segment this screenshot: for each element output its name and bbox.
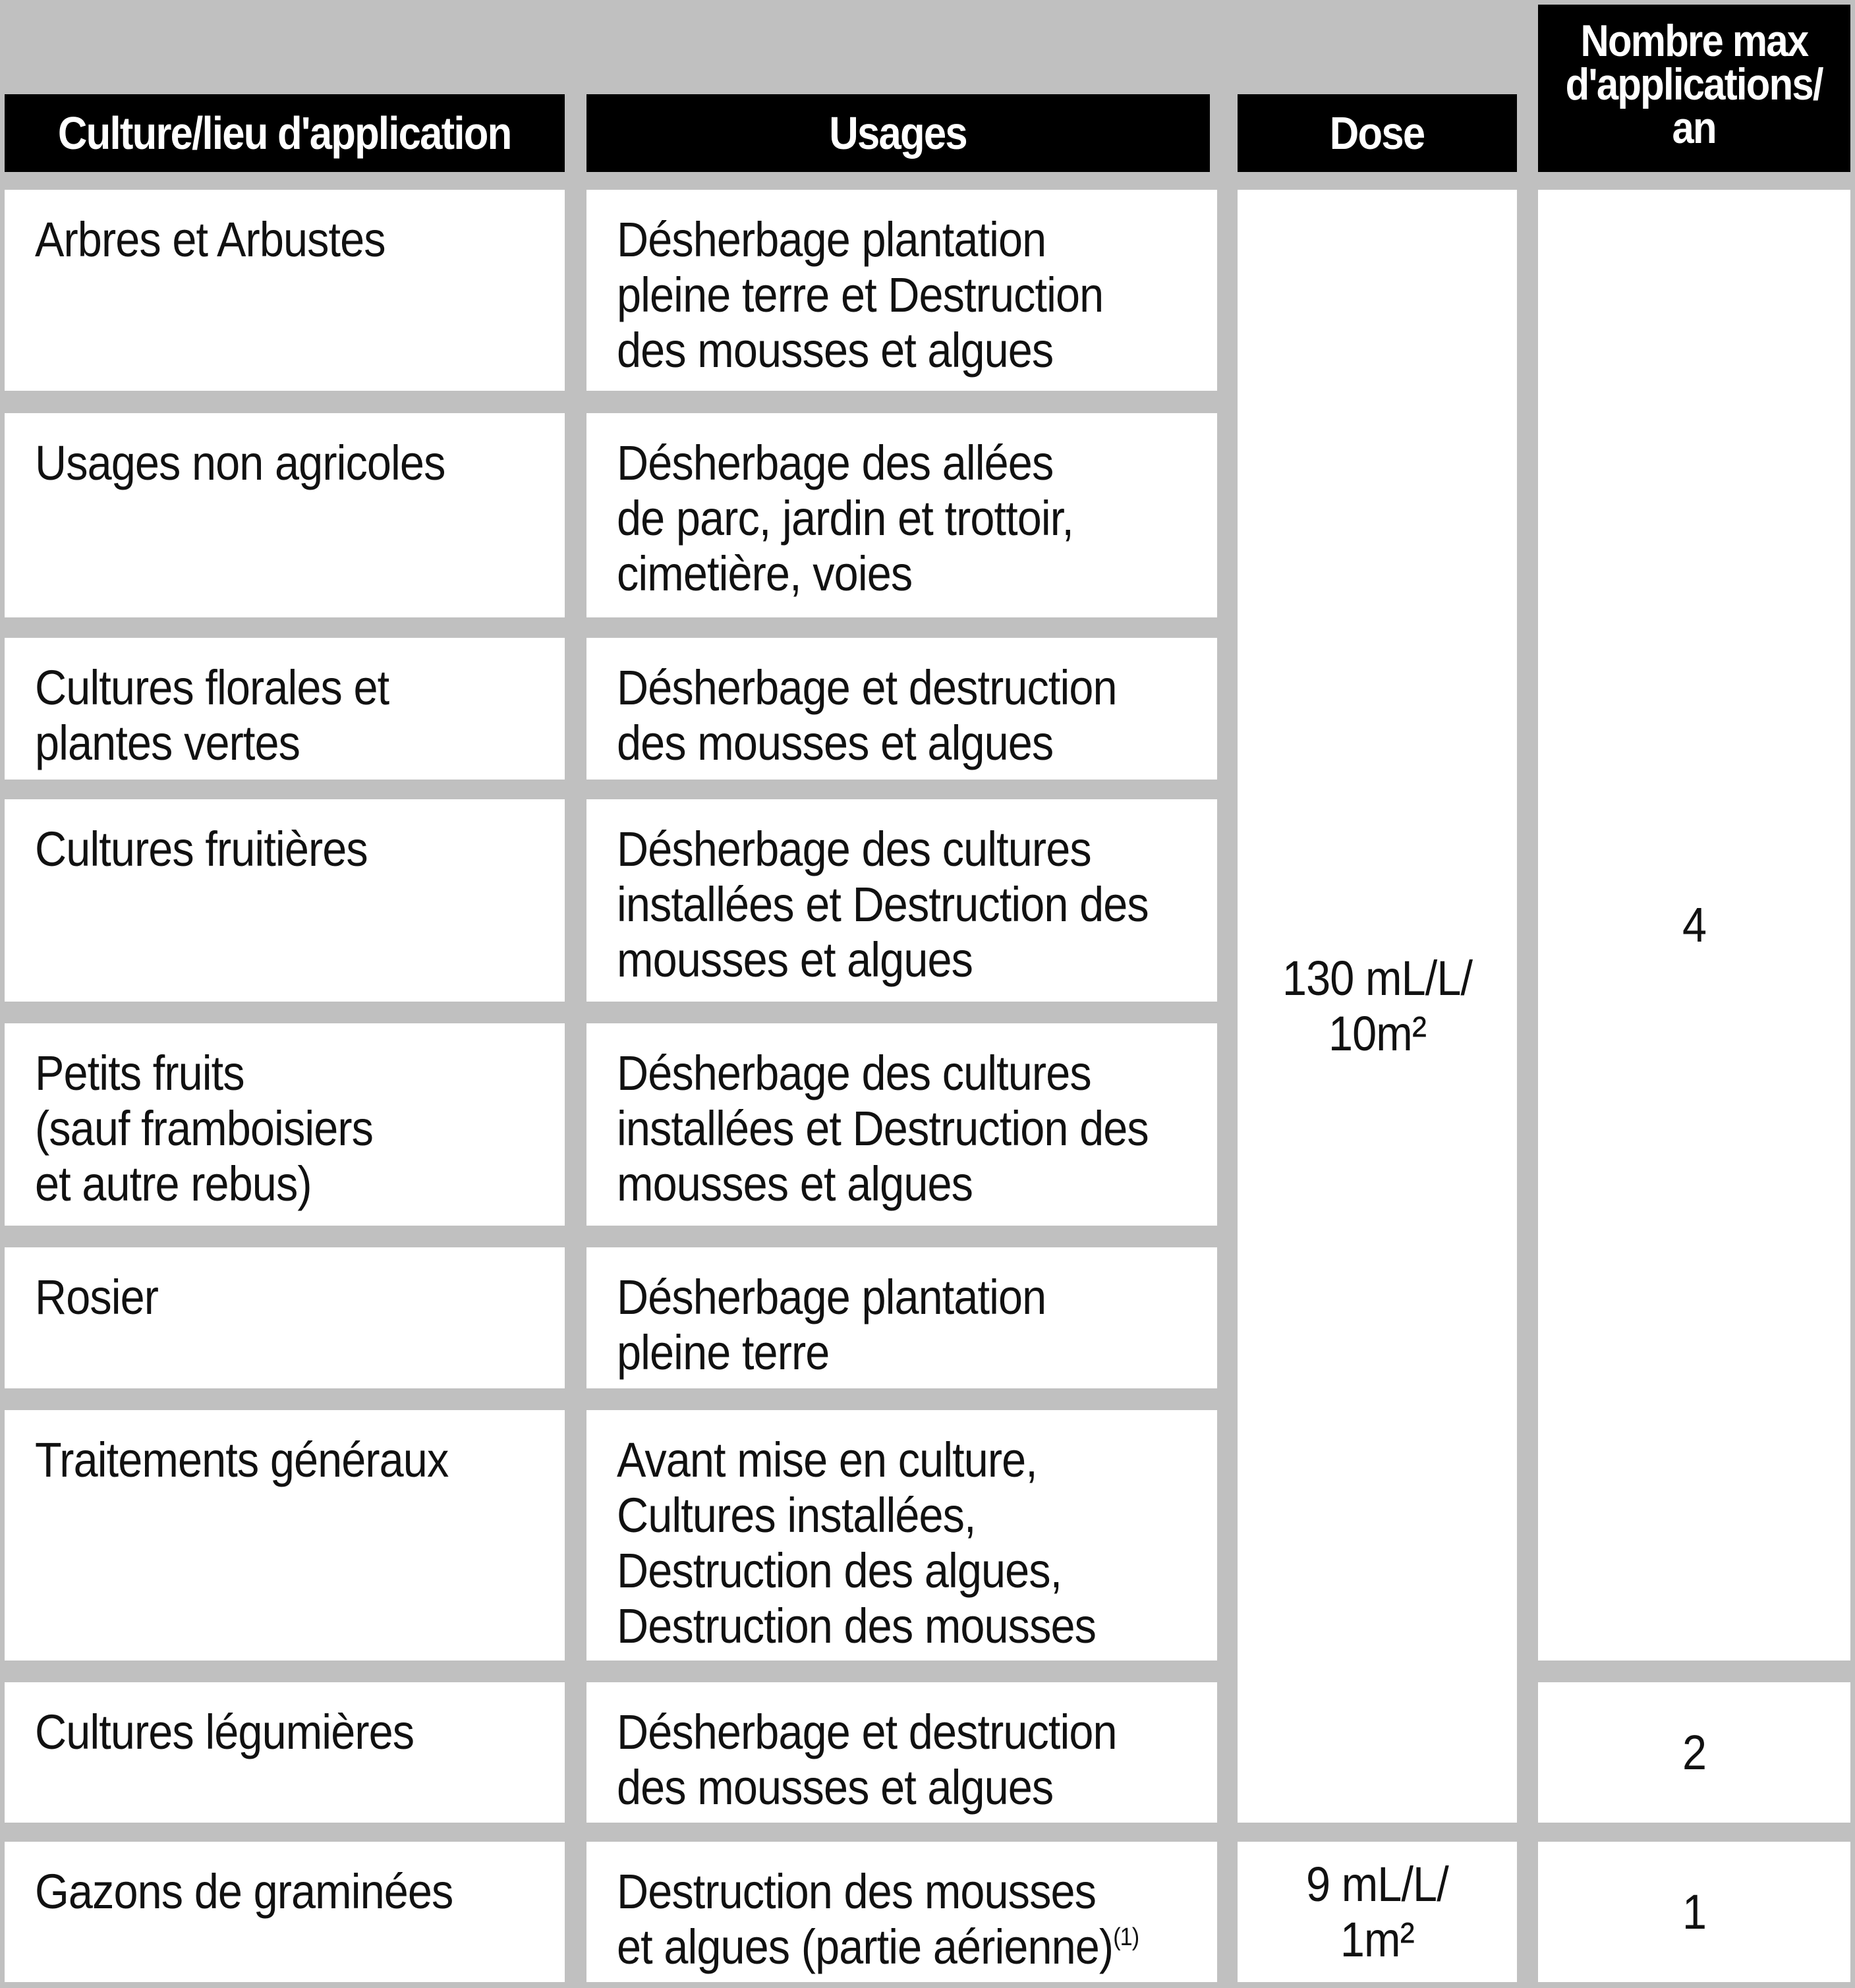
- row-3-culture-text: Cultures florales et plantes vertes: [35, 660, 389, 770]
- row-9-usage: [586, 1842, 1217, 1982]
- header-usages: [586, 94, 1210, 172]
- row-9-culture-text: Gazons de graminées: [35, 1864, 453, 1919]
- row-5-culture-text: Petits fruits (sauf framboisiers et autre rebus): [35, 1046, 374, 1211]
- row-1-usage-text: Désherbage plantation pleine terre et Destruction des mousses et algues: [617, 212, 1104, 378]
- row-8-culture-text: Cultures légumières: [35, 1705, 414, 1759]
- row-6-usage-text: Désherbage plantation pleine terre: [617, 1270, 1046, 1380]
- max-applications-legumieres: [1538, 1682, 1850, 1823]
- row-7-culture: [5, 1410, 565, 1661]
- header-dose: [1238, 94, 1517, 172]
- row-4-culture: [5, 799, 565, 1002]
- row-4-usage-text: Désherbage des cultures installées et Destruction des mousses et algues: [617, 822, 1149, 987]
- row-1-usage: [586, 190, 1217, 391]
- header-culture-label: Culture/lieu d'application: [58, 107, 511, 159]
- row-8-culture: [5, 1682, 565, 1823]
- dose-main-text: 130 mL/L/ 10m²: [1282, 951, 1473, 1061]
- max-applications-legumieres-text: 2: [1682, 1724, 1707, 1780]
- row-5-usage-text: Désherbage des cultures installées et Destruction des mousses et algues: [617, 1046, 1149, 1211]
- row-2-usage: [586, 413, 1217, 617]
- row-4-usage: [586, 799, 1217, 1002]
- dose-gazon-text: 9 mL/L/ 1m²: [1306, 1856, 1448, 1967]
- row-6-usage: [586, 1247, 1217, 1388]
- row-9-culture: [5, 1842, 565, 1982]
- row-2-usage-text: Désherbage des allées de parc, jardin et trottoir, cimetière, voies: [617, 436, 1073, 601]
- row-9-usage-text: [617, 1864, 1157, 1975]
- row-8-usage: [586, 1682, 1217, 1823]
- row-7-usage-text: Avant mise en culture, Cultures installées, Destruction des algues, Destruction des mousses: [617, 1433, 1097, 1653]
- row-6-culture-text: Rosier: [35, 1270, 159, 1324]
- row-4-culture-text: Cultures fruitières: [35, 822, 368, 876]
- row-6-culture: [5, 1247, 565, 1388]
- row-2-culture: [5, 413, 565, 617]
- row-3-usage: [586, 638, 1217, 780]
- row-5-usage: [586, 1023, 1217, 1226]
- row-2-culture-text: Usages non agricoles: [35, 436, 445, 490]
- max-applications-gazon-text: 1: [1682, 1884, 1707, 1939]
- header-usages-label: Usages: [829, 107, 967, 159]
- header-nombre-line1: Nombre max: [1580, 16, 1808, 66]
- header-nombre-line3: an: [1672, 103, 1717, 153]
- max-applications-main: [1538, 190, 1850, 1661]
- row-1-culture-text: Arbres et Arbustes: [35, 212, 385, 267]
- row-1-culture: [5, 190, 565, 391]
- row-9-usage-main: Destruction des mousses et algues (partie aérienne): [617, 1864, 1114, 1974]
- header-nombre-max: [1538, 5, 1850, 172]
- row-7-culture-text: Traitements généraux: [35, 1433, 449, 1487]
- row-7-usage: [586, 1410, 1217, 1661]
- header-nombre-line2: d'applications/: [1565, 59, 1823, 109]
- dose-gazon: [1238, 1842, 1517, 1982]
- row-3-culture: [5, 638, 565, 780]
- dose-main: [1238, 190, 1517, 1823]
- header-culture: [5, 94, 565, 172]
- row-9-usage-footnote: (1): [1113, 1923, 1139, 1951]
- max-applications-main-text: 4: [1682, 897, 1707, 952]
- row-5-culture: [5, 1023, 565, 1226]
- max-applications-gazon: [1538, 1842, 1850, 1982]
- row-3-usage-text: Désherbage et destruction des mousses et algues: [617, 660, 1117, 770]
- header-dose-label: Dose: [1330, 107, 1425, 159]
- row-8-usage-text: Désherbage et destruction des mousses et algues: [617, 1705, 1117, 1815]
